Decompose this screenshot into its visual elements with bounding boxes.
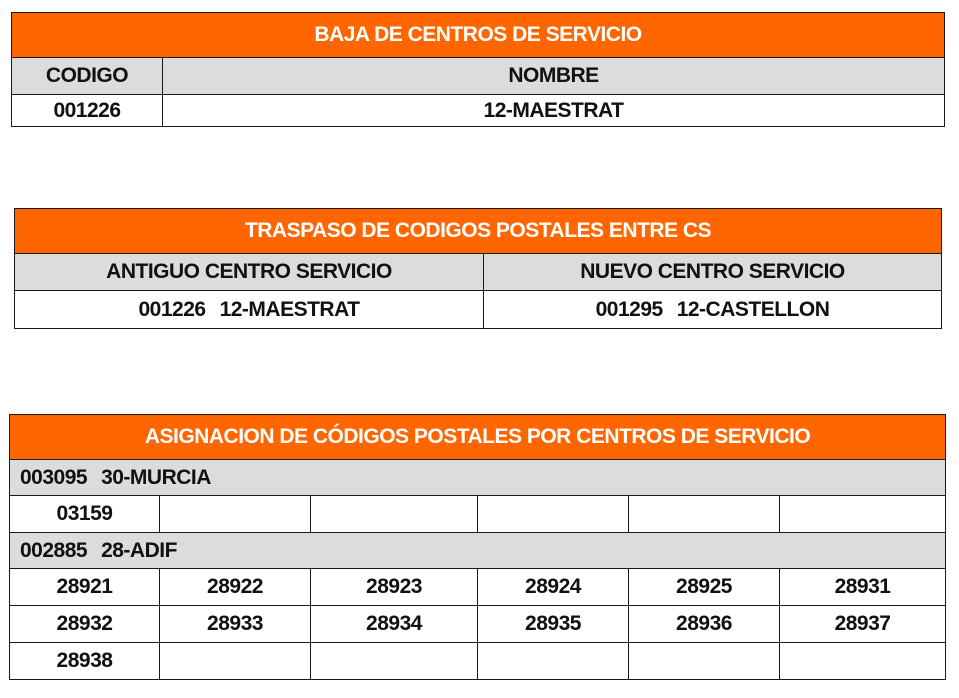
postal-code-cell — [478, 496, 629, 533]
traspaso-table — [14, 208, 942, 329]
postal-code-cell — [780, 643, 946, 680]
traspaso-title: TRASPASO DE CODIGOS POSTALES ENTRE CS — [15, 209, 942, 254]
postal-code-cell: 28938 — [10, 643, 160, 680]
table-row — [10, 643, 946, 680]
col-antiguo: ANTIGUO CENTRO SERVICIO — [15, 254, 484, 291]
group-name: 30-MURCIA — [101, 465, 211, 489]
group-code: 002885 — [20, 538, 88, 562]
nuevo-code: 001295 — [595, 297, 663, 321]
postal-code-cell — [629, 643, 780, 680]
postal-code-cell — [160, 496, 311, 533]
antiguo-centro — [15, 291, 484, 329]
postal-code-cell: 28937 — [780, 606, 946, 643]
postal-code-cell: 28936 — [629, 606, 780, 643]
asignacion-table — [9, 414, 946, 680]
nuevo-centro — [484, 291, 942, 329]
postal-code-cell: 28933 — [160, 606, 311, 643]
postal-code-cell: 28921 — [10, 569, 160, 606]
postal-code-cell: 28931 — [780, 569, 946, 606]
postal-code-cell — [160, 643, 311, 680]
asignacion-title: ASIGNACION DE CÓDIGOS POSTALES POR CENTROS DE SERVICIO — [10, 415, 946, 460]
group-header-row — [10, 533, 946, 569]
postal-code-cell: 28922 — [160, 569, 311, 606]
group-header — [10, 533, 946, 569]
postal-code-cell — [780, 496, 946, 533]
col-nombre: NOMBRE — [163, 58, 945, 95]
postal-code-cell: 28935 — [478, 606, 629, 643]
postal-code-cell — [311, 496, 478, 533]
group-header — [10, 460, 946, 496]
baja-title: BAJA DE CENTROS DE SERVICIO — [12, 13, 945, 58]
postal-code-cell: 28932 — [10, 606, 160, 643]
group-code: 003095 — [20, 465, 88, 489]
postal-code-cell: 28925 — [629, 569, 780, 606]
postal-code-cell: 28924 — [478, 569, 629, 606]
antiguo-code: 001226 — [138, 297, 206, 321]
antiguo-name: 12-MAESTRAT — [219, 297, 360, 321]
baja-codigo: 001226 — [12, 95, 163, 127]
table-row — [10, 606, 946, 643]
nuevo-name: 12-CASTELLON — [676, 297, 830, 321]
baja-centros-table — [11, 12, 945, 127]
col-codigo: CODIGO — [12, 58, 163, 95]
table-row — [12, 95, 945, 127]
table-row — [10, 569, 946, 606]
postal-code-cell — [478, 643, 629, 680]
table-row — [10, 496, 946, 533]
group-header-row — [10, 460, 946, 496]
postal-code-cell: 03159 — [10, 496, 160, 533]
group-name: 28-ADIF — [101, 538, 177, 562]
postal-code-cell: 28934 — [311, 606, 478, 643]
table-row — [15, 291, 942, 329]
postal-code-cell: 28923 — [311, 569, 478, 606]
baja-nombre: 12-MAESTRAT — [163, 95, 945, 127]
postal-code-cell — [629, 496, 780, 533]
col-nuevo: NUEVO CENTRO SERVICIO — [484, 254, 942, 291]
postal-code-cell — [311, 643, 478, 680]
